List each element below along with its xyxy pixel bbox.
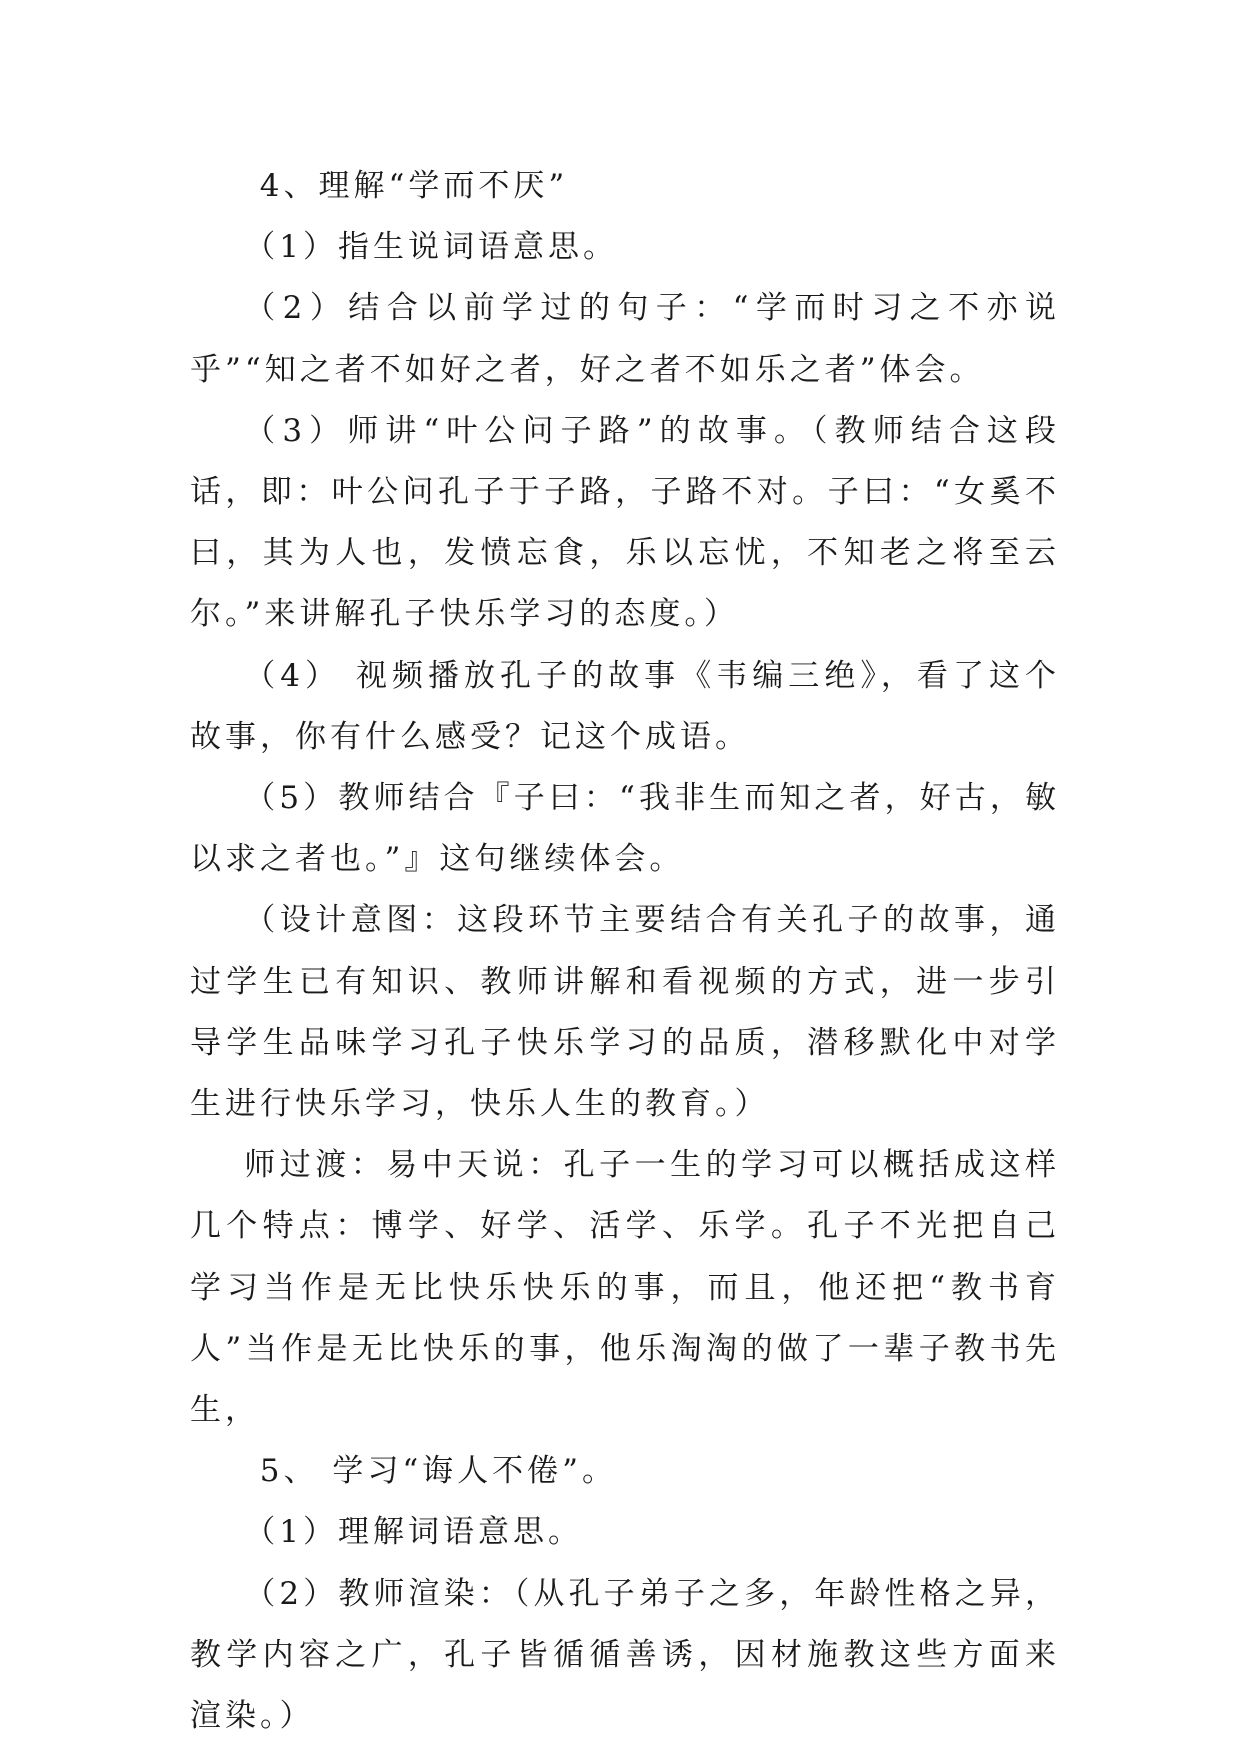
teacher-transition: 师过渡：易中天说：孔子一生的学习可以概括成这样几个特点：博学、好学、活学、乐学。孔子不光把自己学习当作是无比快乐快乐的事，而且，他还把“教书育人”当作是无比快乐的事，他乐淘淘的做了一辈子教书先生， xyxy=(190,1147,1060,1429)
design-intent-note: （设计意图：这段环节主要结合有关孔子的故事，通过学生已有知识、教师讲解和看视频的方式，进一步引导学生品味学习孔子快乐学习的品质，潜移默化中对学生进行快乐学习，快乐人生的教育。） xyxy=(190,902,1060,1123)
heading-item-4: 4、理解“学而不厌” xyxy=(259,168,569,204)
heading-item-5: 5、 学习“诲人不倦”。 xyxy=(259,1453,618,1490)
paragraph-4-5: （5）教师结合『子曰：“我非生而知之者，好古，敏以求之者也。”』这句继续体会。 xyxy=(190,780,1060,878)
paragraph-5-1: （1）理解词语意思。 xyxy=(244,1514,583,1551)
paragraph-4-2: （2）结合以前学过的句子：“学而时习之不亦说乎”“知之者不如好之者，好之者不如乐之者”体会。 xyxy=(190,290,1060,388)
paragraph-4-4: （4） 视频播放孔子的故事《韦编三绝》，看了这个故事，你有什么感受？记这个成语。 xyxy=(190,657,1060,755)
paragraph-4-3: （3）师讲“叶公问子路”的故事。（教师结合这段话，即：叶公问孔子于子路，子路不对。子曰：“女奚不曰，其为人也，发愤忘食，乐以忘忧，不知老之将至云尔。”来讲解孔子快乐学习的态度。） xyxy=(190,412,1060,633)
paragraph-4-1: （1）指生说词语意思。 xyxy=(244,229,618,266)
paragraph-5-2: （2）教师渲染：（从孔子弟子之多，年龄性格之异，教学内容之广，孔子皆循循善诱，因材施教这些方面来渲染。） xyxy=(190,1575,1060,1735)
document-body xyxy=(190,156,1060,1747)
